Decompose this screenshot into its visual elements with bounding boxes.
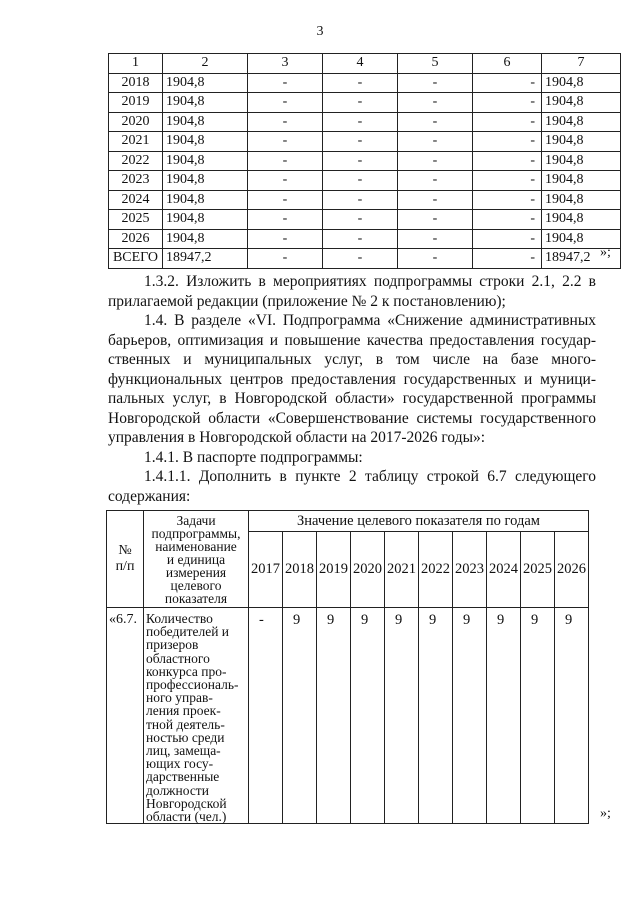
indicator-table bbox=[106, 510, 589, 824]
paragraph-1-3-2 bbox=[108, 272, 596, 311]
finance-cell: 1904,8 bbox=[163, 190, 248, 210]
year-header: 2021 bbox=[385, 532, 419, 608]
finance-row bbox=[109, 229, 621, 249]
finance-cell: 1904,8 bbox=[542, 93, 621, 113]
finance-cell: 1904,8 bbox=[163, 171, 248, 191]
paragraph-line: 1.4.1.1. Дополнить в пункте 2 таблицу строкой 6.7 следующего bbox=[144, 468, 596, 485]
col-task-header-line: измерения bbox=[165, 564, 227, 580]
paragraph-line: прилагаемой редакции (приложение № 2 к постановлению); bbox=[108, 292, 506, 310]
finance-cell: - bbox=[248, 190, 323, 210]
paragraph-line: содержания: bbox=[108, 487, 191, 505]
paragraph-line: управления в Новгородской области на 2017-2026 годы»: bbox=[108, 429, 486, 446]
finance-cell: - bbox=[398, 73, 473, 93]
finance-cell: 2022 bbox=[109, 151, 163, 171]
indicator-header-row bbox=[107, 511, 589, 532]
finance-cell: 1904,8 bbox=[542, 190, 621, 210]
year-header: 2017 bbox=[249, 532, 283, 608]
finance-cell: - bbox=[473, 210, 542, 230]
finance-cell: - bbox=[473, 93, 542, 113]
finance-cell: - bbox=[398, 132, 473, 152]
year-header: 2025 bbox=[521, 532, 555, 608]
finance-cell: 1904,8 bbox=[163, 73, 248, 93]
value-cell: 9 bbox=[317, 608, 351, 824]
finance-col-1-header: 1 bbox=[109, 54, 163, 74]
indicator-row-6-7 bbox=[107, 608, 589, 824]
finance-cell: - bbox=[473, 229, 542, 249]
task-line: дарственные bbox=[146, 769, 220, 785]
finance-row bbox=[109, 112, 621, 132]
finance-cell: - bbox=[248, 249, 323, 269]
value-cell: 9 bbox=[385, 608, 419, 824]
finance-cell: - bbox=[398, 210, 473, 230]
finance-cell: - bbox=[473, 151, 542, 171]
finance-cell: - bbox=[398, 151, 473, 171]
finance-cell: 1904,8 bbox=[163, 210, 248, 230]
finance-cell: - bbox=[248, 73, 323, 93]
task-line: тной деятель- bbox=[146, 716, 225, 732]
finance-cell: 1904,8 bbox=[163, 151, 248, 171]
finance-cell: - bbox=[248, 151, 323, 171]
paragraph-line: 1.4.1. В паспорте подпрограммы: bbox=[144, 449, 363, 466]
finance-cell: - bbox=[398, 112, 473, 132]
task-line: победителей и bbox=[146, 624, 230, 640]
task-line: конкурса про- bbox=[146, 663, 227, 679]
year-header: 2024 bbox=[487, 532, 521, 608]
finance-cell: - bbox=[398, 93, 473, 113]
row-task-description bbox=[144, 608, 249, 824]
col-task-header-line: показателя bbox=[164, 590, 228, 606]
finance-cell: 1904,8 bbox=[542, 151, 621, 171]
finance-cell: 2020 bbox=[109, 112, 163, 132]
finance-col-4-header: 4 bbox=[323, 54, 398, 74]
finance-row bbox=[109, 249, 621, 269]
finance-table bbox=[108, 53, 621, 269]
year-header: 2020 bbox=[351, 532, 385, 608]
task-line: области (чел.) bbox=[146, 809, 227, 825]
value-cell: 9 bbox=[555, 608, 589, 824]
finance-cell: - bbox=[323, 93, 398, 113]
finance-cell: - bbox=[473, 171, 542, 191]
page-number: 3 bbox=[316, 24, 324, 39]
task-line: ностью среди bbox=[146, 729, 225, 745]
finance-cell: - bbox=[248, 112, 323, 132]
years-group-header: Значение целевого показателя по годам bbox=[249, 511, 589, 532]
finance-cell: - bbox=[398, 171, 473, 191]
value-cell: 9 bbox=[521, 608, 555, 824]
col-number-header-line: № bbox=[118, 543, 132, 558]
task-line: должности bbox=[146, 782, 209, 798]
finance-cell: 1904,8 bbox=[163, 229, 248, 249]
finance-cell: - bbox=[248, 171, 323, 191]
finance-cell: 18947,2 bbox=[163, 249, 248, 269]
finance-cell: - bbox=[398, 190, 473, 210]
finance-row bbox=[109, 93, 621, 113]
col-task-header-line: подпрограммы, bbox=[151, 525, 241, 541]
paragraph-line: пальных услуг, в Новгородской области» государственной программы bbox=[108, 390, 596, 407]
finance-col-6-header: 6 bbox=[473, 54, 542, 74]
col-task-header-line: Задачи bbox=[176, 512, 216, 528]
paragraph-line: ственных и муниципальных услуг, в том числе на базе много- bbox=[108, 351, 596, 368]
year-header: 2026 bbox=[555, 532, 589, 608]
finance-cell: 1904,8 bbox=[542, 132, 621, 152]
paragraph-line: барьеров, оптимизация и повышение качества предоставления государ- bbox=[108, 331, 596, 349]
col-task-header-line: целевого bbox=[170, 577, 222, 593]
value-cell: 9 bbox=[487, 608, 521, 824]
year-header: 2019 bbox=[317, 532, 351, 608]
finance-cell: - bbox=[323, 73, 398, 93]
finance-table-header-row bbox=[109, 54, 621, 74]
finance-col-2-header: 2 bbox=[163, 54, 248, 74]
task-line: областного bbox=[146, 650, 210, 666]
finance-cell: 1904,8 bbox=[542, 73, 621, 93]
finance-cell: - bbox=[473, 132, 542, 152]
finance-cell: - bbox=[323, 190, 398, 210]
col-task-header-line: и единица bbox=[166, 551, 226, 567]
finance-cell: - bbox=[398, 249, 473, 269]
finance-col-3-header: 3 bbox=[248, 54, 323, 74]
finance-cell: 1904,8 bbox=[542, 229, 621, 249]
finance-row bbox=[109, 171, 621, 191]
task-line: ления проек- bbox=[146, 703, 221, 719]
task-line: призеров bbox=[146, 637, 199, 653]
finance-cell: - bbox=[323, 229, 398, 249]
finance-cell: 2025 bbox=[109, 210, 163, 230]
paragraph-1-4-1 bbox=[144, 448, 596, 468]
paragraph-1-4 bbox=[108, 311, 596, 448]
task-line: Новгородской bbox=[146, 795, 227, 811]
value-cell: 9 bbox=[351, 608, 385, 824]
finance-row bbox=[109, 210, 621, 230]
finance-cell: 1904,8 bbox=[542, 171, 621, 191]
finance-cell: 2023 bbox=[109, 171, 163, 191]
paragraph-line: 1.4. В разделе «VI. Подпрограмма «Снижение административных bbox=[144, 312, 596, 329]
value-cell: 9 bbox=[453, 608, 487, 824]
value-cell: 9 bbox=[419, 608, 453, 824]
finance-col-5-header: 5 bbox=[398, 54, 473, 74]
row-number: «6.7. bbox=[107, 608, 144, 824]
finance-cell: - bbox=[323, 132, 398, 152]
task-line: ного управ- bbox=[146, 690, 213, 706]
year-header: 2022 bbox=[419, 532, 453, 608]
task-line: Количество bbox=[146, 611, 213, 626]
finance-cell: - bbox=[473, 249, 542, 269]
finance-cell: - bbox=[323, 112, 398, 132]
finance-col-7-header: 7 bbox=[542, 54, 621, 74]
finance-row bbox=[109, 73, 621, 93]
paragraph-line: 1.3.2. Изложить в мероприятиях подпрограммы строки 2.1, 2.2 в bbox=[144, 273, 596, 290]
finance-cell: - bbox=[248, 132, 323, 152]
finance-cell: - bbox=[323, 171, 398, 191]
col-number-header-line: п/п bbox=[115, 559, 135, 574]
finance-cell: - bbox=[398, 229, 473, 249]
finance-cell: 2026 bbox=[109, 229, 163, 249]
finance-row bbox=[109, 190, 621, 210]
year-header: 2023 bbox=[453, 532, 487, 608]
year-header: 2018 bbox=[283, 532, 317, 608]
finance-cell: - bbox=[248, 229, 323, 249]
task-line: лиц, замеща- bbox=[146, 743, 221, 759]
finance-cell: 2019 bbox=[109, 93, 163, 113]
col-task-header-line: наименование bbox=[155, 538, 237, 554]
indicator-table-closing-quote: »; bbox=[600, 806, 611, 821]
finance-cell: - bbox=[323, 210, 398, 230]
paragraph-1-4-1-1 bbox=[108, 467, 596, 506]
finance-cell: - bbox=[473, 112, 542, 132]
finance-row bbox=[109, 151, 621, 171]
task-line: профессиональ- bbox=[146, 677, 239, 693]
finance-cell: 2024 bbox=[109, 190, 163, 210]
finance-cell: - bbox=[248, 93, 323, 113]
value-cell: 9 bbox=[283, 608, 317, 824]
finance-row bbox=[109, 132, 621, 152]
finance-cell: 1904,8 bbox=[542, 210, 621, 230]
finance-cell: - bbox=[323, 249, 398, 269]
finance-cell: 2018 bbox=[109, 73, 163, 93]
finance-cell: 1904,8 bbox=[542, 112, 621, 132]
col-task-header bbox=[144, 511, 249, 608]
finance-cell: 2021 bbox=[109, 132, 163, 152]
finance-cell: ВСЕГО bbox=[109, 249, 163, 269]
finance-cell: - bbox=[473, 73, 542, 93]
value-cell: - bbox=[249, 608, 283, 824]
task-line: ющих госу- bbox=[146, 756, 214, 772]
paragraph-line: Новгородской области «Совершенствование системы государственного bbox=[108, 409, 596, 427]
finance-table-closing-quote: »; bbox=[600, 245, 611, 260]
paragraph-line: функциональных центров предоставления государственных и муници- bbox=[108, 370, 596, 388]
finance-cell: 18947,2 bbox=[542, 249, 621, 269]
finance-cell: - bbox=[323, 151, 398, 171]
finance-cell: 1904,8 bbox=[163, 93, 248, 113]
finance-cell: 1904,8 bbox=[163, 132, 248, 152]
finance-cell: - bbox=[473, 190, 542, 210]
finance-cell: - bbox=[248, 210, 323, 230]
finance-cell: 1904,8 bbox=[163, 112, 248, 132]
col-number-header bbox=[107, 511, 144, 608]
finance-table-body bbox=[109, 73, 621, 268]
